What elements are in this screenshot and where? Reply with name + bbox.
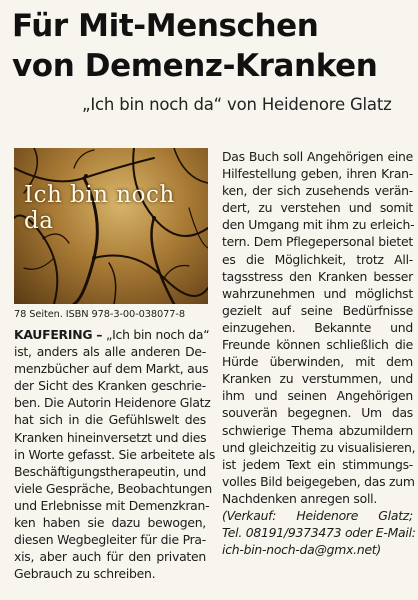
right-column-line: schwierige Thema abzumildern (222, 422, 413, 438)
contact-line: (Verkauf: Heidenore Glatz; (222, 507, 413, 523)
right-column-line: den Umgang mit ihm zu erleich- (222, 217, 415, 233)
left-column-line: Beschäftigungstherapeutin, und (14, 463, 206, 479)
headline-line-1: Für Mit-Menschen (12, 8, 319, 44)
book-cover-photo (14, 148, 208, 304)
left-column-line: xis, aber auch für den privaten (14, 549, 206, 565)
contact-line: Tel. 08191/9373473 oder E-Mail: (222, 525, 416, 541)
right-column-line: gezielt auf seine Bedürfnisse (222, 302, 413, 318)
book-caption: 78 Seiten. ISBN 978-3-00-038077-8 (14, 309, 185, 320)
left-column-line: ist, anders als alle anderen De- (14, 344, 206, 360)
contact-line: ich-bin-noch-da@gmx.net) (222, 542, 382, 558)
dateline: KAUFERING – (14, 327, 103, 342)
right-column-line: einzugehen. Bekannte und (222, 319, 413, 335)
right-column-line: tagsstress den Kranken besser (222, 268, 413, 284)
right-column-line: ist jedem Text ein stimmungs- (222, 456, 413, 472)
left-column-line: Gebrauch zu schreiben. (14, 566, 156, 582)
left-column-line: und Erlebnisse mit Demenzkran- (14, 497, 210, 513)
right-column (222, 148, 416, 558)
right-column-line: Hilfestellung geben, ihren Kran- (222, 166, 413, 182)
left-column-line: menzbücher auf dem Markt, aus (14, 361, 209, 377)
right-column-line: ihm und seinen Angehörigen (222, 388, 413, 404)
left-column-line-1: KAUFERING – „Ich bin noch da“ (14, 327, 210, 342)
right-column-line: Hürde überwinden, mit dem (222, 354, 413, 370)
right-column-line: ken, der sich zusehends verän- (222, 183, 413, 199)
headline (12, 6, 412, 86)
right-column-line: und gleichzeitig zu visualisieren, (222, 439, 416, 455)
book-cover-title: Ich bin noch da (24, 182, 175, 234)
right-column-line: Das Buch soll Angehörigen eine (222, 149, 413, 164)
left-column-line: viele Gespräche, Beobachtungen (14, 480, 213, 496)
left-column-line: in Worte gefasst. Sie arbeitete als (14, 446, 216, 462)
right-column-line: dert, zu verstehen und somit (222, 200, 413, 216)
right-column-line: wahrzunehmen und möglichst (222, 285, 413, 301)
right-column-line: volles Bild beigegeben, das zum (222, 473, 415, 489)
subtitle: „Ich bin noch da“ von Heidenore Glatz (82, 95, 392, 114)
left-column-line: diesen Wegbegleiter für die Pra- (14, 532, 206, 548)
right-column-line: Freunde können schließlich die (222, 337, 413, 353)
left-column-line: hat sich in die Gefühlswelt des (14, 412, 206, 428)
right-column-line: es die Möglichkeit, trotz All- (222, 251, 413, 267)
left-column (14, 326, 216, 582)
left-column-line: ken haben sie dazu bewogen, (14, 515, 206, 531)
left-column-line: der Sicht des Kranken geschrie- (14, 378, 206, 394)
right-column-line: tern. Dem Pflegepersonal bietet (222, 234, 413, 250)
right-column-line: Nachdenken anregen soll. (222, 490, 378, 506)
right-column-line: souverän begegnen. Um das (222, 405, 413, 421)
right-column-line: Kranken zu verstummen, und (222, 371, 413, 387)
left-column-line: Kranken hineinversetzt und dies (14, 429, 207, 445)
headline-line-2: von Demenz-Kranken (12, 48, 378, 84)
left-column-line: ben. Die Autorin Heidenore Glatz (14, 395, 211, 411)
